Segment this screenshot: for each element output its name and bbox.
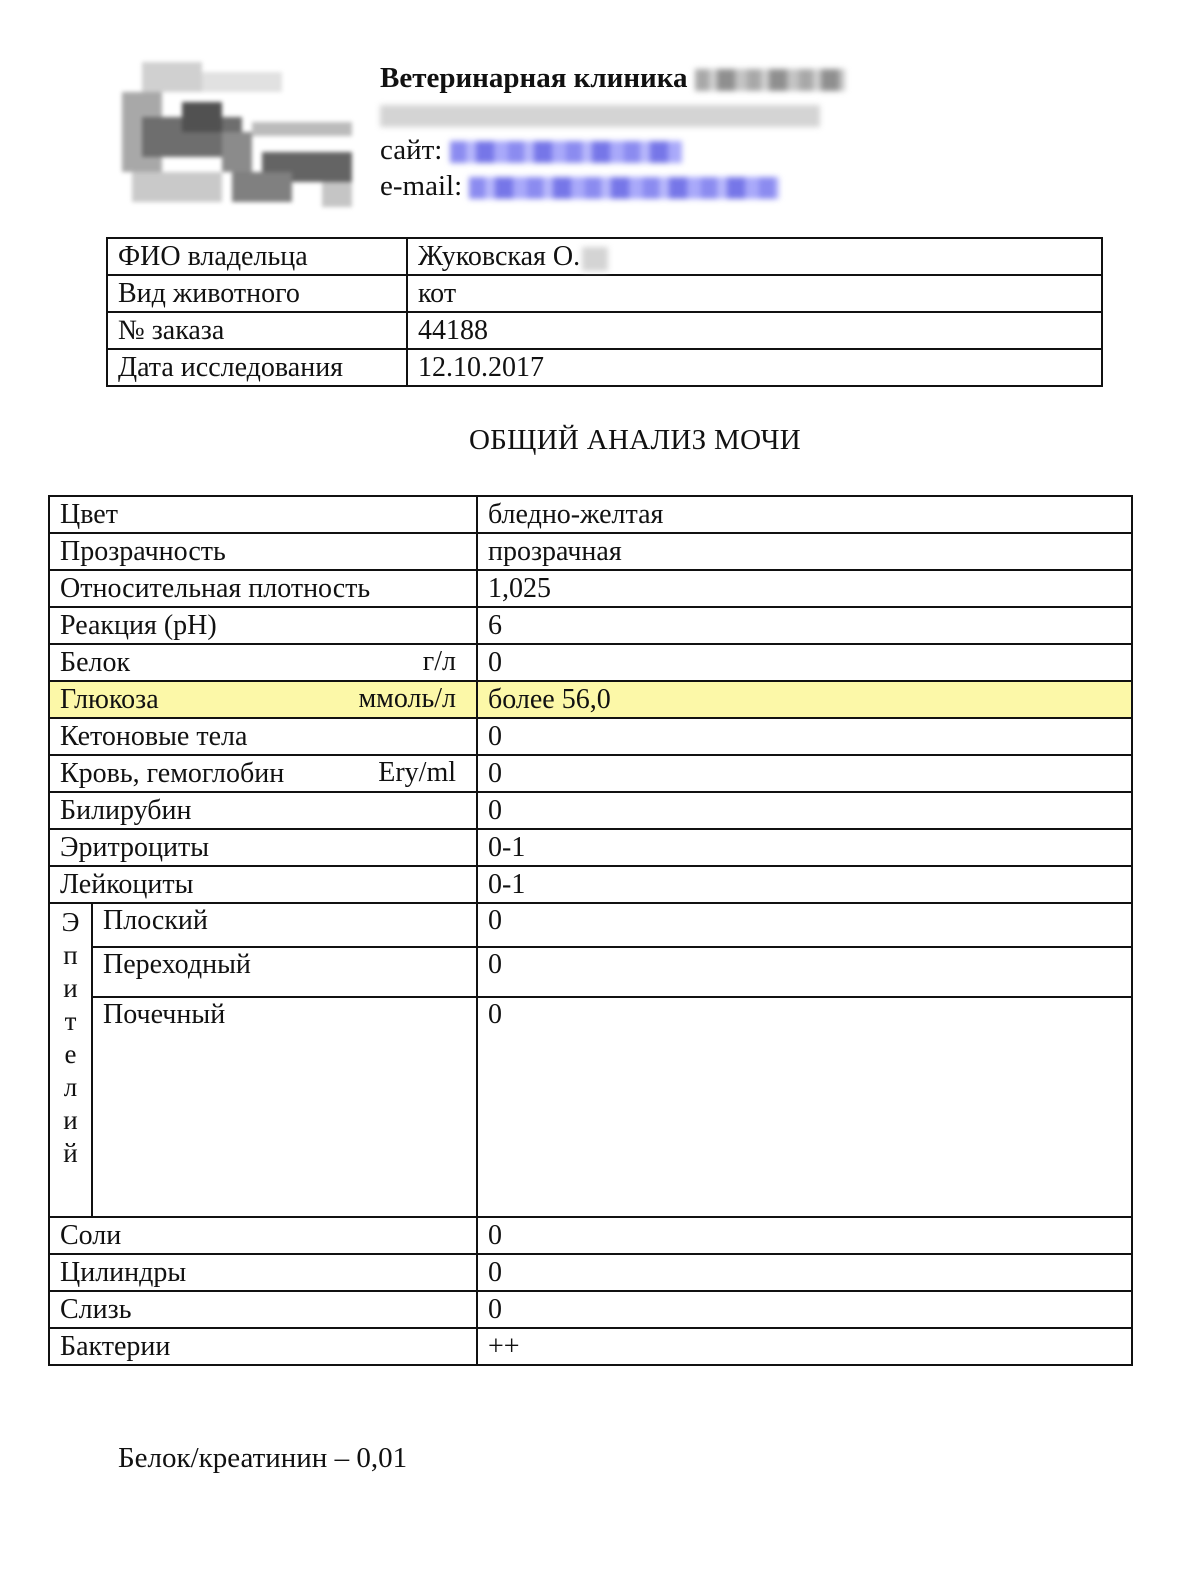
- result-name: [49, 866, 477, 903]
- result-name-text: Прозрачность: [60, 536, 226, 567]
- result-name: [49, 718, 477, 755]
- epithelium-type: Плоский: [92, 903, 477, 947]
- protein-creatinine-note: Белок/креатинин – 0,01: [118, 1442, 408, 1474]
- result-name-text: Относительная плотность: [60, 573, 371, 604]
- owner-info-table: [106, 237, 1103, 387]
- result-value: 0-1: [477, 829, 1132, 866]
- animal-type-label: Вид животного: [107, 275, 407, 312]
- order-number-label: № заказа: [107, 312, 407, 349]
- result-name: [49, 570, 477, 607]
- table-row: [49, 718, 1132, 755]
- result-name: Соли: [49, 1217, 477, 1254]
- result-name-text: Кетоновые тела: [60, 721, 248, 752]
- result-value: 0: [477, 1254, 1132, 1291]
- table-row: [49, 1254, 1132, 1291]
- table-row: [49, 903, 1132, 947]
- order-number-value: 44188: [407, 312, 1102, 349]
- epithelium-value: 0: [477, 903, 1132, 947]
- email-label: e-mail:: [380, 170, 463, 202]
- table-row: [107, 312, 1102, 349]
- epithelium-type: Переходный: [92, 947, 477, 997]
- epithelium-value: 0: [477, 997, 1132, 1217]
- result-name: [49, 792, 477, 829]
- result-name: Бактерии: [49, 1328, 477, 1365]
- epithelium-letter: е: [64, 1039, 77, 1069]
- table-row: [49, 496, 1132, 533]
- site-link-redacted[interactable]: [450, 141, 682, 163]
- result-name: [49, 755, 477, 792]
- result-value: 6: [477, 607, 1132, 644]
- epithelium-letter: л: [63, 1072, 78, 1102]
- table-row: [49, 644, 1132, 681]
- epithelium-letter: и: [63, 1105, 78, 1135]
- result-name: [49, 681, 477, 718]
- clinic-header: [380, 60, 845, 204]
- result-value: более 56,0: [477, 681, 1132, 718]
- result-name: [49, 496, 477, 533]
- table-row: [49, 1217, 1132, 1254]
- result-name-text: Эритроциты: [60, 832, 210, 863]
- result-name-text: Глюкоза: [60, 684, 159, 715]
- email-link-redacted[interactable]: [469, 177, 779, 199]
- result-value: 0: [477, 792, 1132, 829]
- study-date-value: 12.10.2017: [407, 349, 1102, 386]
- owner-name-label: ФИО владельца: [107, 238, 407, 275]
- result-name-text: Кровь, гемоглобин: [60, 758, 285, 789]
- urinalysis-results-table: [48, 495, 1133, 1366]
- result-name-text: Белок: [60, 647, 131, 678]
- table-row: [49, 947, 1132, 997]
- table-row: [49, 533, 1132, 570]
- table-row: [49, 866, 1132, 903]
- result-value: ++: [477, 1328, 1132, 1365]
- result-unit: г/л: [422, 646, 456, 677]
- clinic-logo-blurred: [122, 62, 358, 212]
- table-row: [107, 238, 1102, 275]
- table-row: [49, 1291, 1132, 1328]
- epithelium-letter: и: [63, 973, 78, 1003]
- result-name-text: Цвет: [60, 499, 118, 530]
- study-date-label: Дата исследования: [107, 349, 407, 386]
- table-row-highlighted: [49, 681, 1132, 718]
- document-title: ОБЩИЙ АНАЛИЗ МОЧИ: [468, 424, 802, 456]
- clinic-address-redacted: [380, 105, 820, 127]
- result-unit: ммоль/л: [358, 683, 456, 714]
- result-value: прозрачная: [477, 533, 1132, 570]
- result-value: 0-1: [477, 866, 1132, 903]
- result-value: 0: [477, 1217, 1132, 1254]
- epithelium-letter: т: [64, 1006, 77, 1036]
- epithelium-vertical-label: [49, 903, 92, 1217]
- result-value: 0: [477, 718, 1132, 755]
- table-row: [107, 349, 1102, 386]
- owner-name-value: Жуковская О.: [418, 241, 581, 272]
- result-value: 0: [477, 755, 1132, 792]
- owner-name-redacted: [582, 247, 608, 271]
- table-row: [49, 755, 1132, 792]
- epithelium-type: Почечный: [92, 997, 477, 1217]
- result-value: 0: [477, 644, 1132, 681]
- epithelium-letter: й: [63, 1138, 78, 1168]
- result-value: 1,025: [477, 570, 1132, 607]
- table-row: [49, 607, 1132, 644]
- result-name: Цилиндры: [49, 1254, 477, 1291]
- result-name: Слизь: [49, 1291, 477, 1328]
- epithelium-letter: п: [63, 940, 78, 970]
- table-row: [107, 275, 1102, 312]
- table-row: [49, 997, 1132, 1217]
- result-name: [49, 829, 477, 866]
- result-name-text: Билирубин: [60, 795, 192, 826]
- result-name-text: Лейкоциты: [60, 869, 194, 900]
- clinic-name-label: Ветеринарная клиника: [380, 62, 688, 94]
- result-value: бледно-желтая: [477, 496, 1132, 533]
- result-name-text: Реакция (pH): [60, 610, 217, 641]
- result-name: [49, 533, 477, 570]
- table-row: [49, 1328, 1132, 1365]
- table-row: [49, 829, 1132, 866]
- result-value: 0: [477, 1291, 1132, 1328]
- owner-name-cell: [407, 238, 1102, 275]
- result-name: [49, 644, 477, 681]
- table-row: [49, 570, 1132, 607]
- clinic-name-redacted: [695, 69, 845, 91]
- epithelium-letter: Э: [61, 907, 80, 937]
- result-name: [49, 607, 477, 644]
- result-unit: Ery/ml: [378, 757, 456, 788]
- animal-type-value: кот: [407, 275, 1102, 312]
- site-label: сайт:: [380, 134, 443, 166]
- epithelium-value: 0: [477, 947, 1132, 997]
- table-row: [49, 792, 1132, 829]
